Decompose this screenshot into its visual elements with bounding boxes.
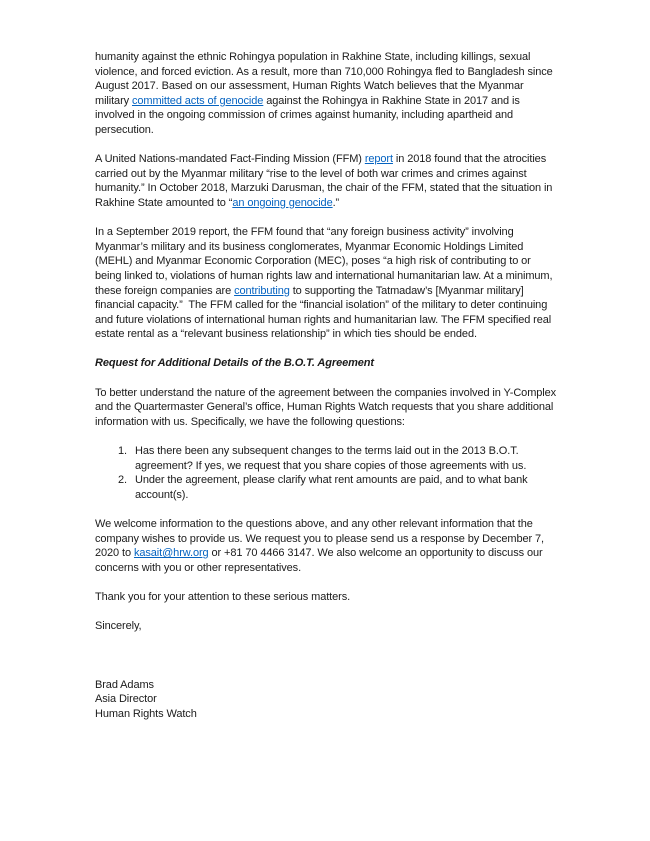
paragraph-text: We welcome information to the questions above, and any other relevant information that the company wishes to provide us. We request you to please send us a response by December 7, 2020 to <box>95 518 544 560</box>
signature-name: Brad Adams <box>95 678 154 691</box>
paragraph-request-information: To better understand the nature of the agreement between the companies involved in Y-Complex and the Quartermaster General’s office, Human Rights Watch requests that you share additional information with us. Specifically, we have the following questions: <box>95 386 557 428</box>
list-item-2 <box>95 473 557 502</box>
paragraph-text: humanity against the ethnic Rohingya population in Rakhine State, including killings, sexual violence, and forced eviction. As a result, more than 710,000 Rohingya fled to Bangladesh since August 2017. Based on our assessment, Human Rights Watch believes that the Myanmar military <box>95 51 553 107</box>
paragraph-crimes-against-humanity <box>95 50 557 138</box>
paragraph-text: A United Nations-mandated Fact-Finding Mission (FFM) <box>95 153 365 166</box>
paragraph-thank-you: Thank you for your attention to these serious matters. <box>95 590 351 603</box>
link-contributing[interactable]: contributing <box>234 284 290 297</box>
signature-org: Human Rights Watch <box>95 707 197 720</box>
paragraph-text: In a September 2019 report, the FFM found that “any foreign business activity” involving Myanmar’s military and its business conglomerates, Myanmar Economic Holdings Limited (MEHL) and Myanmar Economic Corporation (MEC), poses “a high risk of contributing to or being linked to, violations of human rights law and international humanitarian law. At a minimum, these foreign companies are <box>95 226 553 297</box>
paragraph-text: or +81 70 4466 3147. We also welcome an opportunity to discuss our concerns with you or other representatives. <box>95 547 543 574</box>
paragraph-september-2019-report <box>95 225 557 342</box>
closing-sincerely: Sincerely, <box>95 620 142 633</box>
paragraph-ffm-report <box>95 152 557 210</box>
list-item-1 <box>95 444 557 473</box>
paragraph-text: against the Rohingya in Rakhine State in 2017 and is involved in the ongoing commission of crimes against humanity, including apartheid and persecution. <box>95 94 520 136</box>
section-heading-bot-agreement: Request for Additional Details of the B.O.T. Agreement <box>95 357 374 370</box>
signature-block <box>95 678 557 722</box>
paragraph-text: .” <box>332 196 340 209</box>
list-item-2-text: Under the agreement, please clarify what rent amounts are paid, and to what bank account(s). <box>135 474 528 501</box>
paragraph-text: in 2018 found that the atrocities carried out by the Myanmar military “rise to the level of both war crimes and crimes against humanity.” In October 2018, Marzuki Darusman, the chair of the FFM, stated that the situation in Rakhine State amounted to “ <box>95 153 553 209</box>
list-item-1-marker: 1. <box>118 445 127 458</box>
paragraph-response-request <box>95 517 557 575</box>
link-committed-acts-of-genocide[interactable]: committed acts of genocide <box>132 94 264 107</box>
question-list <box>95 444 557 502</box>
link-email-kasait[interactable]: kasait@hrw.org <box>133 547 209 560</box>
list-item-2-marker: 2. <box>118 474 127 487</box>
link-an-ongoing-genocide[interactable]: an ongoing genocide <box>232 196 333 209</box>
signature-title: Asia Director <box>95 693 157 706</box>
link-report[interactable]: report <box>364 153 393 166</box>
paragraph-text: to supporting the Tatmadaw’s [Myanmar military] financial capacity.” The FFM called for the “financial isolation” of the military to deter continuing and future violations of international human rights and humanitarian law. The FFM specified real estate rental as a “relevant business relationship” in which ties should be ended. <box>95 284 552 341</box>
list-item-1-text: Has there been any subsequent changes to the terms laid out in the 2013 B.O.T. agreement? If yes, we request that you share copies of those agreements with us. <box>135 445 527 472</box>
